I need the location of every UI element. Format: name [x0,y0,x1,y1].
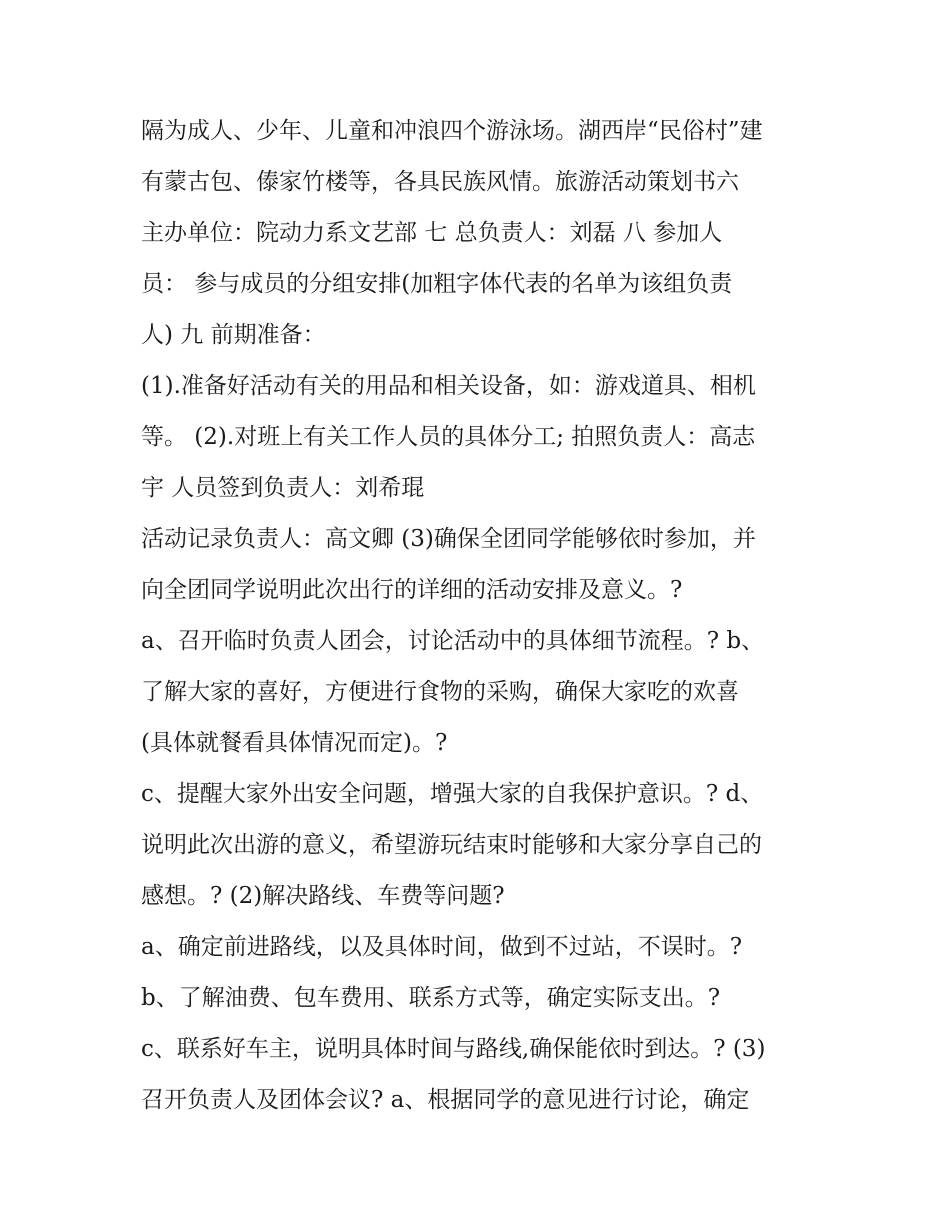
text-line-19: c、联系好车主，说明具体时间与路线,确保能依时到达。? (3) [141,1036,766,1062]
text-line-4: 员： 参与成员的分组安排(加粗字体代表的名单为该组负责 [141,271,733,297]
text-line-13: (具体就餐看具体情况而定)。? [141,730,448,756]
text-line-10: 向全团同学说明此次出行的详细的活动安排及意义。? [141,577,683,603]
text-line-11: a、召开临时负责人团会，讨论活动中的具体细节流程。? b、 [141,628,765,654]
text-line-9: 活动记录负责人：高文卿 (3)确保全团同学能够依时参加，并 [141,526,756,552]
text-line-7: 等。 (2).对班上有关工作人员的具体分工; 拍照负责人：高志 [141,424,756,450]
text-line-6: (1).准备好活动有关的用品和相关设备，如：游戏道具、相机 [141,373,756,399]
text-line-12: 了解大家的喜好，方便进行食物的采购，确保大家吃的欢喜 [141,679,739,705]
text-line-15: 说明此次出游的意义，希望游玩结束时能够和大家分享自己的 [141,832,762,858]
text-line-18: b、了解油费、包车费用、联系方式等，确定实际支出。? [141,985,721,1011]
text-line-16: 感想。? (2)解决路线、车费等问题? [141,883,505,909]
text-line-8: 宇 人员签到负责人：刘希琨 [141,475,425,501]
text-line-2: 有蒙古包、傣家竹楼等，各具民族风情。旅游活动策划书六 [141,169,739,195]
text-line-17: a、确定前进路线，以及具体时间，做到不过站，不误时。? [141,934,743,960]
text-line-14: c、提醒大家外出安全问题，增强大家的自我保护意识。? d、 [141,781,764,807]
text-line-3: 主办单位：院动力系文艺部 七 总负责人：刘磊 八 参加人 [141,220,723,246]
text-line-1: 隔为成人、少年、儿童和冲浪四个游泳场。湖西岸“民俗村”建 [141,118,763,144]
text-line-5: 人) 九 前期准备： [141,322,326,348]
document-body [141,106,821,1126]
text-line-20: 召开负责人及团体会议? a、根据同学的意见进行讨论，确定 [141,1087,750,1113]
